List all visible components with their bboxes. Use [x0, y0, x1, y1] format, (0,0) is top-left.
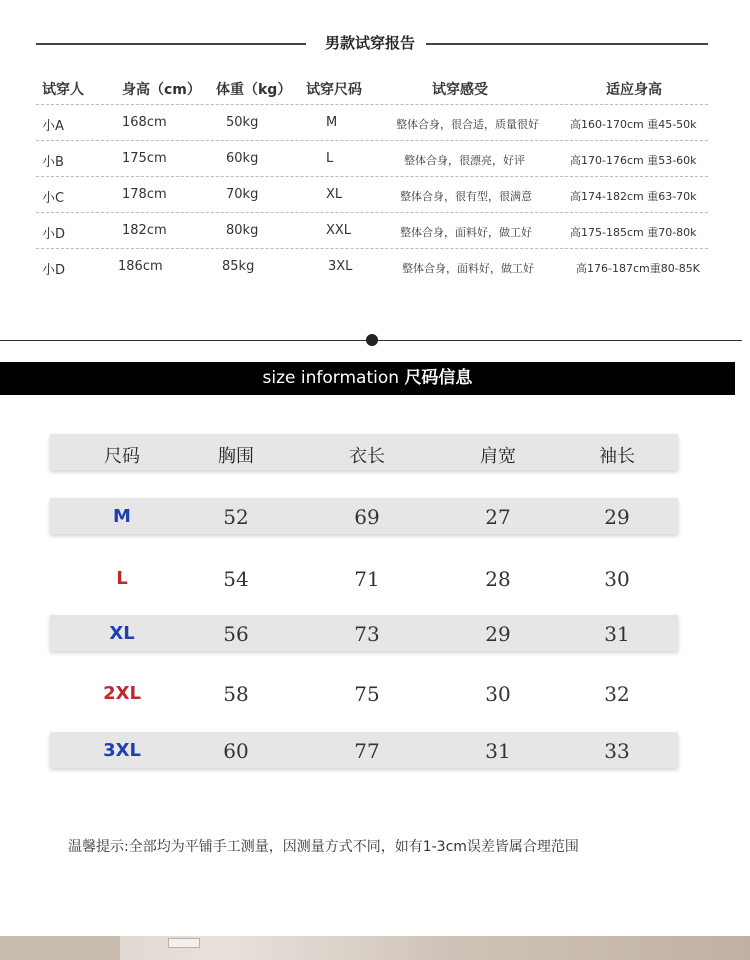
table-row: [50, 732, 678, 768]
report-title-row: [36, 30, 708, 56]
report-title: 男款试穿报告: [324, 34, 415, 52]
chest-value: 52: [223, 505, 249, 529]
tester-weight: 80kg: [226, 223, 259, 238]
title-rule-right: [426, 43, 708, 45]
tester-height: 175cm: [122, 151, 167, 166]
header-size-label: 尺码: [104, 446, 140, 467]
header-tester: 试穿人: [42, 82, 84, 98]
tester-size: XXL: [326, 223, 352, 238]
table-row: [50, 675, 678, 711]
shoulder-value: 30: [485, 682, 511, 706]
shoulder-value: 28: [485, 567, 511, 591]
size-label: 3XL: [103, 740, 141, 761]
tester-weight: 70kg: [226, 187, 259, 202]
tester-height: 168cm: [122, 115, 167, 130]
banner-en-text: size information: [262, 368, 405, 388]
title-rule-left: [36, 43, 306, 45]
size-table-header: [50, 434, 678, 470]
header-chest: 胸围: [218, 446, 254, 467]
table-row: [50, 498, 678, 534]
tester-size: XL: [326, 187, 343, 202]
sleeve-value: 32: [604, 682, 630, 706]
tester-feedback: 整体合身，面料好，做工好: [400, 226, 532, 239]
sleeve-value: 30: [604, 567, 630, 591]
chest-value: 58: [223, 682, 249, 706]
banner-cn-text: 尺码信息: [404, 368, 473, 388]
length-value: 77: [354, 739, 380, 763]
tester-feedback: 整体合身，很漂亮，好评: [404, 154, 525, 167]
size-label: M: [113, 506, 131, 527]
shoulder-value: 31: [485, 739, 511, 763]
chest-value: 60: [223, 739, 249, 763]
header-length: 衣长: [349, 446, 385, 467]
table-row: [36, 105, 708, 141]
table-row: [36, 141, 708, 177]
trial-report-table: [36, 70, 708, 284]
size-label: L: [116, 568, 128, 589]
tester-size: 3XL: [328, 259, 353, 274]
tester-height: 186cm: [118, 259, 163, 274]
tester-name: 小C: [42, 191, 65, 206]
table-row: [50, 615, 678, 651]
tester-name: 小A: [42, 119, 64, 134]
tester-name: 小B: [42, 155, 64, 170]
header-size: 试穿尺码: [306, 82, 362, 98]
chest-value: 54: [223, 567, 249, 591]
header-height: 身高（cm）: [122, 82, 201, 98]
tester-weight: 50kg: [226, 115, 259, 130]
tester-feedback: 整体合身，很合适，质量很好: [396, 118, 539, 131]
tester-fit-range: 高170-176cm 重53-60k: [570, 154, 697, 167]
header-feedback: 试穿感受: [432, 82, 488, 98]
tester-size: M: [326, 115, 338, 130]
tester-fit-range: 高174-182cm 重63-70k: [570, 190, 697, 203]
tester-height: 178cm: [122, 187, 167, 202]
tester-fit-range: 高175-185cm 重70-80k: [570, 226, 697, 239]
measurement-note: 温馨提示:全部均为平铺手工测量，因测量方式不同，如有1-3cm误差皆属合理范围: [68, 839, 579, 855]
tester-fit-range: 高160-170cm 重45-50k: [570, 118, 697, 131]
length-value: 73: [354, 622, 380, 646]
sleeve-value: 31: [604, 622, 630, 646]
table-row: [36, 177, 708, 213]
tester-feedback: 整体合身，很有型，很满意: [400, 190, 532, 203]
length-value: 75: [354, 682, 380, 706]
shoulder-value: 27: [485, 505, 511, 529]
table-row: [36, 249, 708, 284]
tester-name: 小D: [42, 227, 66, 242]
header-sleeve: 袖长: [599, 446, 635, 467]
size-info-banner: [0, 362, 735, 395]
tester-size: L: [326, 151, 334, 166]
tester-weight: 60kg: [226, 151, 259, 166]
divider-knob-icon: [366, 334, 378, 346]
photo-shadow: [0, 936, 120, 960]
chest-value: 56: [223, 622, 249, 646]
tester-name: 小D: [42, 263, 66, 278]
table-row: [50, 560, 678, 596]
product-photo-strip: [0, 936, 750, 960]
tester-fit-range: 高176-187cm重80-85K: [576, 262, 700, 275]
size-label: XL: [109, 623, 135, 644]
photo-window: [168, 938, 200, 948]
size-label: 2XL: [103, 683, 141, 704]
tester-height: 182cm: [122, 223, 167, 238]
tester-feedback: 整体合身，面料好，做工好: [402, 262, 534, 275]
tester-weight: 85kg: [222, 259, 255, 274]
table-row: [36, 213, 708, 249]
header-weight: 体重（kg）: [216, 82, 292, 98]
length-value: 69: [354, 505, 380, 529]
header-shoulder: 肩宽: [480, 446, 516, 467]
trial-table-header: [36, 70, 708, 105]
shoulder-value: 29: [485, 622, 511, 646]
length-value: 71: [354, 567, 380, 591]
sleeve-value: 33: [604, 739, 630, 763]
sleeve-value: 29: [604, 505, 630, 529]
header-fit-range: 适应身高: [606, 82, 662, 98]
